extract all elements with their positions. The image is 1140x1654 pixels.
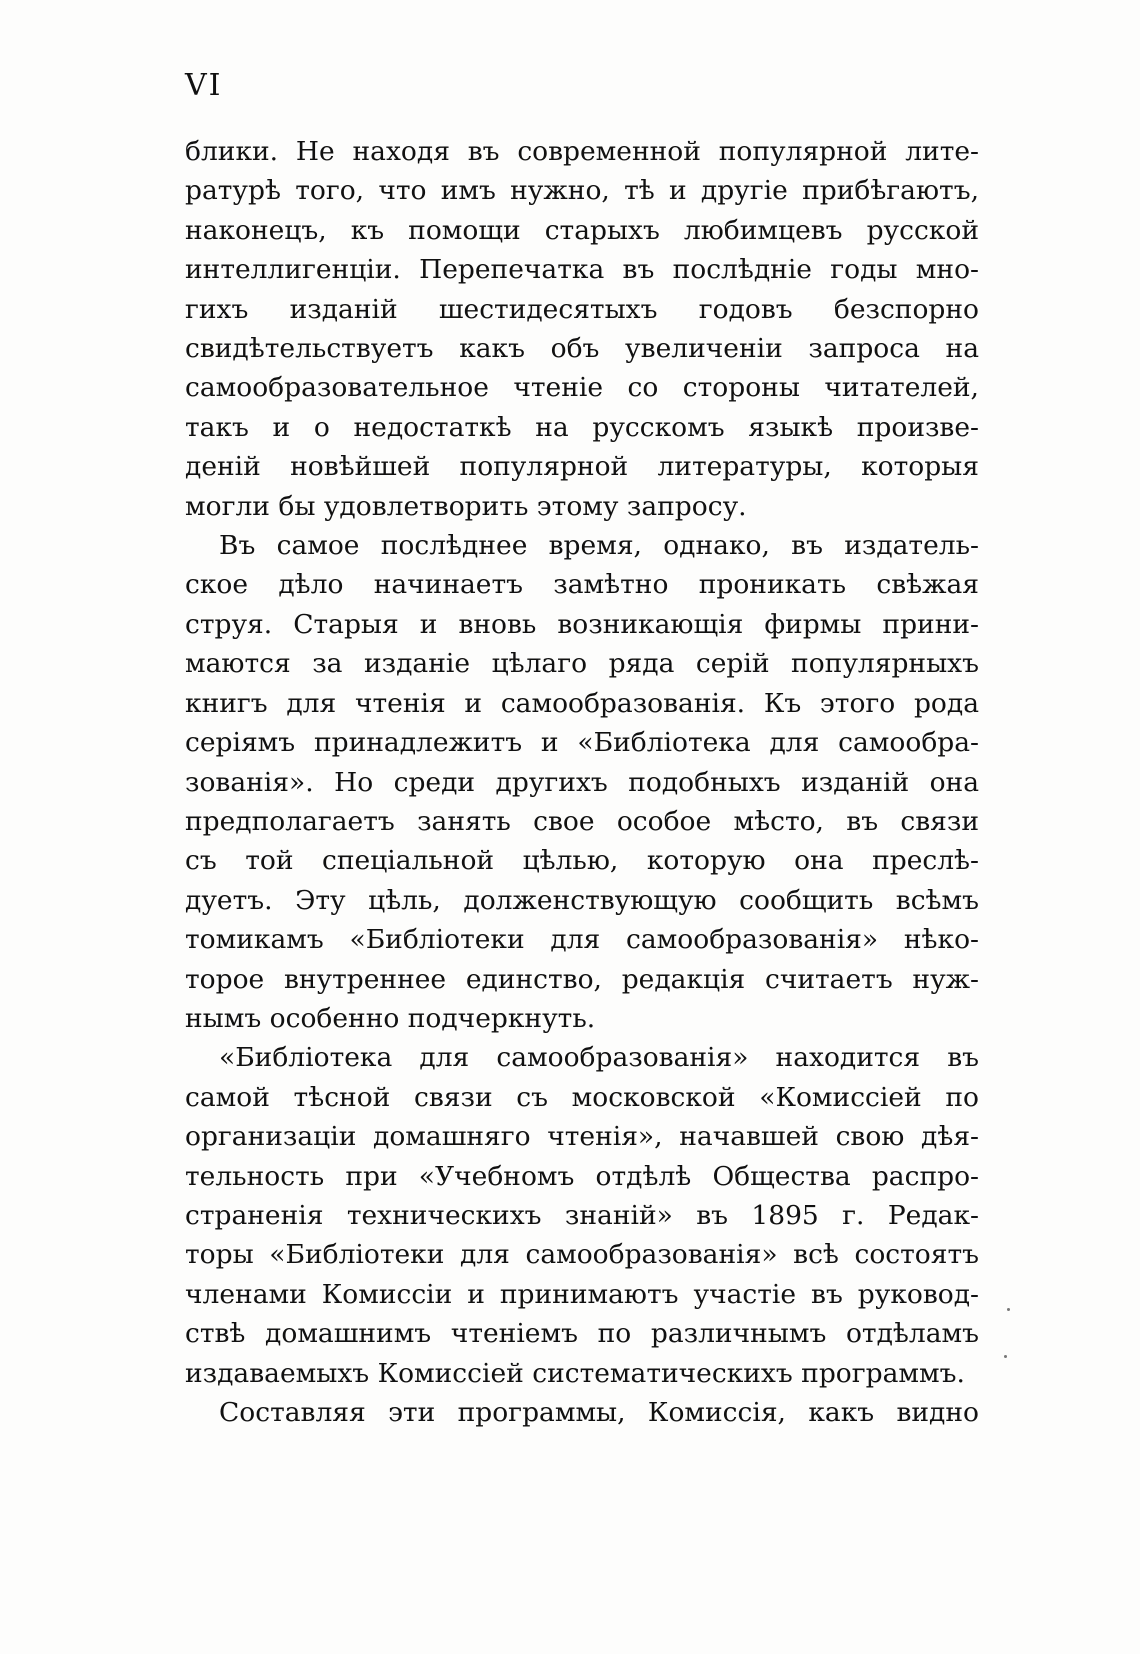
text-line: деній новѣйшей популярной литературы, которыя [185,451,979,483]
text-line: ствѣ домашнимъ чтеніемъ по различнымъ отдѣламъ [185,1318,979,1350]
text-line: наконецъ, къ помощи старыхъ любимцевъ русской [185,214,979,246]
text-line: тельность при «Учебномъ отдѣлѣ Общества распро- [185,1160,979,1192]
text-line: самой тѣсной связи съ московской «Комиссіей по [185,1081,979,1113]
text-line: интеллигенціи. Перепечатка въ послѣдніе годы мно- [185,254,979,286]
page-number: VI [185,68,223,103]
text-line: торы «Библіотеки для самообразованія» всѣ состоятъ [185,1239,979,1271]
text-line: членами Комиссіи и принимаютъ участіе въ руковод- [185,1278,979,1310]
text-line: маются за изданіе цѣлаго ряда серій популярныхъ [185,648,979,680]
text-line: свидѣтельствуетъ какъ объ увеличеніи запроса на [185,333,979,365]
text-line: серіямъ принадлежитъ и «Библіотека для самообра- [185,727,979,759]
paragraph [185,1393,979,1432]
paragraph [185,526,979,1038]
text-line: организаціи домашняго чтенія», начавшей свою дѣя- [185,1121,979,1153]
text-line: зованія». Но среди другихъ подобныхъ изданій она [185,766,979,798]
body-text [185,132,979,1432]
text-line: дуетъ. Эту цѣль, долженствующую сообщить всѣмъ [185,884,979,916]
text-line: торое внутреннее единство, редакція считаетъ нуж- [185,963,979,995]
text-line: ское дѣло начинаетъ замѣтно проникать свѣжая [185,569,979,601]
scan-speck [1004,1355,1007,1358]
scan-speck [1007,1308,1010,1311]
text-line: «Библіотека для самообразованія» находится въ [219,1042,979,1074]
text-line: предполагаетъ занять свое особое мѣсто, въ связи [185,805,979,837]
text-line: нымъ особенно подчеркнуть. [185,1002,596,1034]
text-line: ратурѣ того, что имъ нужно, тѣ и другіе прибѣгаютъ, [185,175,979,207]
text-line: книгъ для чтенія и самообразованія. Къ этого рода [185,687,979,719]
text-line: струя. Старыя и вновь возникающія фирмы прини- [185,608,979,640]
text-line: могли бы удовлетворить этому запросу. [185,490,747,522]
text-line: самообразовательное чтеніе со стороны читателей, [185,372,979,404]
text-line: страненія техническихъ знаній» въ 1895 г. Редак- [185,1199,979,1231]
text-line: гихъ изданій шестидесятыхъ годовъ безспорно [185,293,979,325]
text-line: блики. Не находя въ современной популярной лите- [185,136,979,167]
paragraph [185,1038,979,1393]
text-line: Составляя эти программы, Комиссія, какъ видно [219,1397,979,1428]
paragraph [185,132,979,526]
text-line: съ той спеціальной цѣлью, которую она преслѣ- [185,845,979,877]
text-line: Въ самое послѣднее время, однако, въ издатель- [219,530,979,562]
text-line: издаваемыхъ Комиссіей систематическихъ программъ. [185,1357,965,1389]
text-line: томикамъ «Библіотеки для самообразованія» нѣко- [185,924,979,956]
text-line: такъ и о недостаткѣ на русскомъ языкѣ произве- [185,411,979,443]
